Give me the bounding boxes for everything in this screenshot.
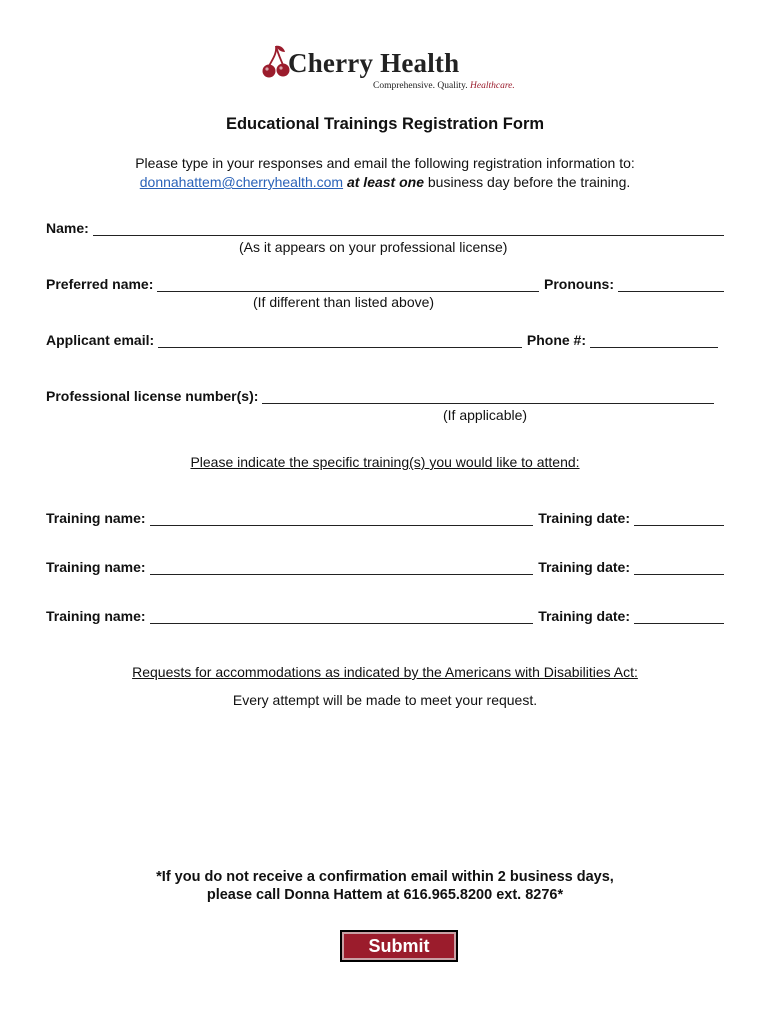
- applicant-email-label: Applicant email:: [46, 332, 155, 348]
- license-field[interactable]: [262, 391, 714, 404]
- preferred-name-note: (If different than listed above): [253, 294, 435, 310]
- footer-line-2: please call Donna Hattem at 616.965.8200 ext. 8276*: [206, 887, 564, 903]
- instructions-line-2: [0, 174, 770, 190]
- name-row: [46, 218, 724, 236]
- pronouns-field[interactable]: [618, 279, 724, 292]
- accommodations-note: Every attempt will be made to meet your request.: [232, 692, 538, 708]
- training-row-3: [46, 606, 724, 624]
- cherry-health-logo: [262, 44, 522, 94]
- name-label: Name:: [46, 220, 89, 236]
- contact-row: [46, 330, 718, 348]
- applicant-email-field[interactable]: [158, 335, 522, 348]
- accommodations-heading: Requests for accommodations as indicated by the Americans with Disabilities Act:: [132, 664, 638, 680]
- name-field[interactable]: [93, 223, 724, 236]
- contact-email-link[interactable]: donnahattem@cherryhealth.com: [139, 174, 344, 190]
- training-name-label: Training name:: [46, 559, 146, 575]
- instructions-line-1: Please type in your responses and email the following registration information to:: [135, 155, 635, 171]
- brand-name: Cherry Health: [288, 48, 460, 78]
- training-row-2: [46, 557, 724, 575]
- training-name-label: Training name:: [46, 510, 146, 526]
- training-date-field-2[interactable]: [634, 562, 724, 575]
- training-date-label: Training date:: [538, 608, 630, 624]
- training-name-field-2[interactable]: [150, 562, 534, 575]
- training-name-label: Training name:: [46, 608, 146, 624]
- brand-tagline: Comprehensive. Quality. Healthcare.: [373, 81, 515, 91]
- training-date-field-3[interactable]: [634, 611, 724, 624]
- training-date-field-1[interactable]: [634, 513, 724, 526]
- preferred-name-field[interactable]: [157, 279, 539, 292]
- footer-line-1: *If you do not receive a confirmation email within 2 business days,: [156, 869, 614, 885]
- training-date-label: Training date:: [538, 510, 630, 526]
- training-name-field-3[interactable]: [150, 611, 534, 624]
- emphasis-text: at least one: [346, 174, 424, 190]
- instructions-tail: business day before the training.: [427, 174, 631, 190]
- training-date-label: Training date:: [538, 559, 630, 575]
- preferred-name-label: Preferred name:: [46, 276, 154, 292]
- training-row-1: [46, 508, 724, 526]
- phone-label: Phone #:: [526, 332, 586, 348]
- preferred-row: [46, 274, 724, 292]
- name-note: (As it appears on your professional license): [239, 239, 508, 255]
- phone-field[interactable]: [590, 335, 718, 348]
- training-name-field-1[interactable]: [150, 513, 534, 526]
- pronouns-label: Pronouns:: [544, 276, 614, 292]
- license-row: [46, 386, 714, 404]
- license-note: (If applicable): [443, 407, 528, 423]
- form-title: Educational Trainings Registration Form: [225, 115, 545, 133]
- trainings-prompt: Please indicate the specific training(s) you would like to attend:: [190, 454, 580, 470]
- submit-button[interactable]: Submit: [340, 930, 458, 962]
- license-label: Professional license number(s):: [46, 388, 259, 404]
